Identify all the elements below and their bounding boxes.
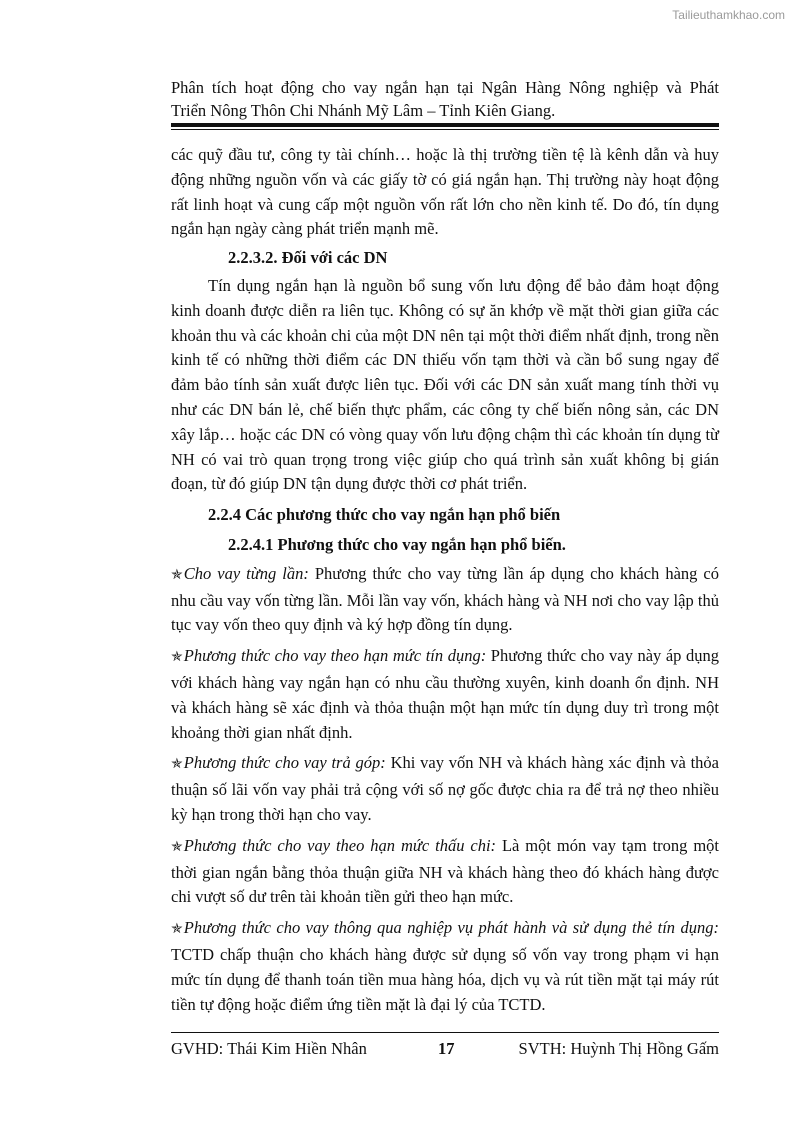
heading-2-2-4-1: 2.2.4.1 Phương thức cho vay ngắn hạn phổ biến. (228, 534, 566, 554)
paragraph-continued: các quỹ đầu tư, công ty tài chính… hoặc là thị trường tiền tệ là kênh dẫn và huy động những nguồn vốn và các giấy tờ có giá ngắn hạn. Thị trường này hoạt động rất linh hoạt và cung cấp một nguồn vốn rất lớn cho nền kinh tế. Do đó, tín dụng ngắn hạn ngày càng phát triển mạnh mẽ. (171, 145, 719, 239)
star-bullet-icon: ✯ (171, 839, 183, 855)
item-text: Phương thức cho vay từng lần áp dụng cho khách hàng có nhu cầu vay vốn từng lần. Mỗi lần vay vốn, khách hàng và NH nơi cho vay lập thủ tục vay vốn theo quy định và ký hợp đồng tín dụng. (171, 563, 719, 635)
item-text: Là một món vay tạm trong một thời gian ngắn bằng thỏa thuận giữa NH và khách hàng theo đó khách hàng được chi vượt số dư trên tài khoản tiền gửi theo hạn mức. (171, 835, 719, 907)
footer-rule (171, 1032, 719, 1033)
list-item (171, 562, 719, 638)
item-lead: Cho vay từng lần: (183, 563, 309, 583)
list-item (171, 751, 719, 827)
footer-advisor: GVHD: Thái Kim Hiền Nhân (171, 1039, 367, 1058)
star-bullet-icon: ✯ (171, 757, 183, 773)
item-text: Phương thức cho vay này áp dụng với khách hàng vay ngắn hạn có nhu cầu thường xuyên, kinh doanh ổn định. NH và khách hàng sẽ xác định và thỏa thuận một hạn mức tín dụng duy trì trong một khoảng thời gian nhất định. (171, 646, 719, 742)
page-number: 17 (438, 1039, 455, 1058)
star-bullet-icon: ✯ (171, 922, 183, 938)
heading-2-2-4: 2.2.4 Các phương thức cho vay ngắn hạn phổ biến (208, 505, 561, 525)
heading-2-2-3-2: 2.2.3.2. Đối với các DN (228, 248, 388, 268)
item-lead: Phương thức cho vay theo hạn mức thấu chi: (183, 835, 497, 855)
list-item (171, 644, 719, 745)
item-lead: Phương thức cho vay thông qua nghiệp vụ phát hành và sử dụng thẻ tín dụng: (183, 918, 719, 938)
footer-student: SVTH: Huỳnh Thị Hồng Gấm (518, 1039, 719, 1058)
header-rule-thin (171, 129, 719, 130)
item-text: Khi vay vốn NH và khách hàng xác định và thỏa thuận số lãi vốn vay phải trả cộng với số nợ gốc được chia ra để trả nợ theo nhiều kỳ hạn trong thời hạn cho vay. (171, 753, 719, 824)
item-lead: Phương thức cho vay trả góp: (183, 753, 386, 773)
star-bullet-icon: ✯ (171, 650, 183, 666)
item-text: TCTD chấp thuận cho khách hàng được sử dụng số vốn vay trong phạm vi hạn mức tín dụng để thanh toán tiền mua hàng hóa, dịch vụ và rút tiền mặt tại máy rút tiền tự động hoặc điểm ứng tiền mặt là đại lý của TCTD. (171, 944, 719, 1014)
page-body (171, 143, 719, 1023)
item-lead: Phương thức cho vay theo hạn mức tín dụng: (183, 646, 487, 666)
list-item (171, 916, 719, 1017)
watermark: Tailieuthamkhao.com (672, 8, 785, 22)
paragraph-dn: Tín dụng ngắn hạn là nguồn bổ sung vốn lưu động để bảo đảm hoạt động kinh doanh được diễn ra liên tục. Không có sự ăn khớp về mặt thời gian giữa các khoản thu và các khoản chi của một DN nên tại một thời điểm nhất định, trong nền kinh tế có những thời điểm các DN thiếu vốn tạm thời và cần bổ sung ngay để đảm bảo tính sản xuất được liên tục. Đối với các DN sản xuất mang tính thời vụ như các DN bán lẻ, chế biến thực phẩm, các công ty chế biến nông sản, các DN xây lắp… hoặc các DN có vòng quay vốn lưu động chậm thì các khoản tín dụng từ NH có vai trò quan trọng trong việc giúp cho quá trình sản xuất không bị gián đoạn, từ đó giúp DN tận dụng được thời cơ phát triển. (171, 275, 719, 494)
header-rule-thick (171, 123, 719, 127)
star-bullet-icon: ✯ (171, 567, 183, 583)
header-line-2: Triển Nông Thôn Chi Nhánh Mỹ Lâm – Tỉnh Kiên Giang. (171, 101, 556, 120)
running-header (171, 76, 719, 122)
list-item (171, 834, 719, 910)
header-line-1: Phân tích hoạt động cho vay ngắn hạn tại Ngân Hàng Nông nghiệp và Phát (171, 78, 719, 97)
